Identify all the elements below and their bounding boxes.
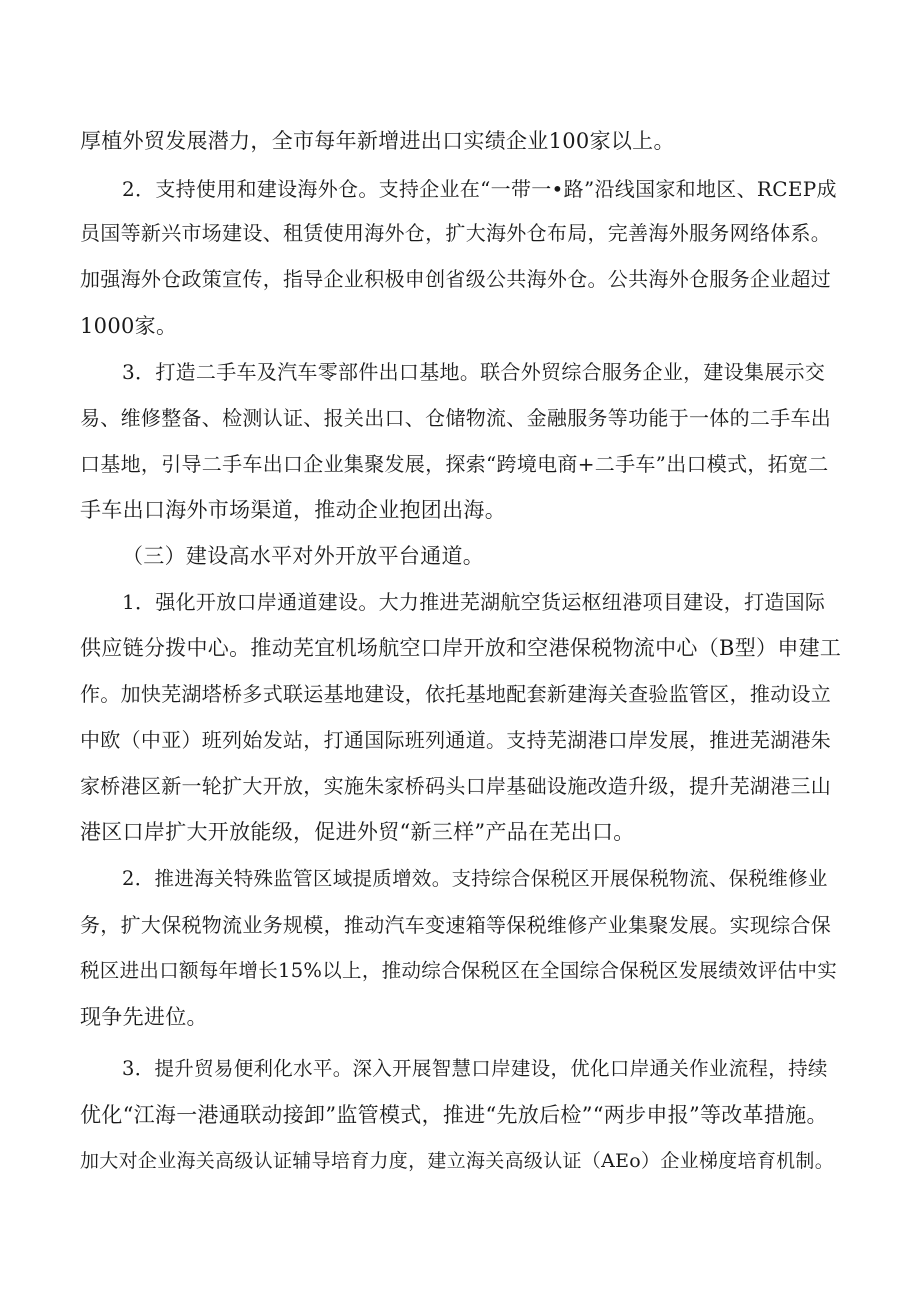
paragraph-line: 加强海外仓政策宣传，指导企业积极申创省级公共海外仓。公共海外仓服务企业超过 [80, 267, 832, 291]
paragraph-line: 家桥港区新一轮扩大开放，实施朱家桥码头口岸基础设施改造升级，提升芜湖港三山 [80, 774, 832, 798]
paragraph-line: 供应链分拨中心。推动芜宜机场航空口岸开放和空港保税物流中心（B型）申建工 [80, 636, 842, 660]
paragraph-line: 口基地，引导二手车出口企业集聚发展，探索“跨境电商+二手车”出口模式，拓宽二 [80, 452, 829, 476]
paragraph-line: 港区口岸扩大开放能级，促进外贸“新三样”产品在芜出口。 [80, 820, 635, 844]
paragraph-line: 1．强化开放口岸通道建设。大力推进芜湖航空货运枢纽港项目建设，打造国际 [122, 590, 826, 614]
paragraph-line: 手车出口海外市场渠道，推动企业抱团出海。 [80, 498, 506, 522]
paragraph-line: 员国等新兴市场建设、租赁使用海外仓，扩大海外仓布局，完善海外服务网络体系。 [80, 221, 832, 245]
paragraph-line: 现争先进位。 [80, 1005, 208, 1029]
paragraph-line: 务，扩大保税物流业务规模，推动汽车变速箱等保税维修产业集聚发展。实现综合保 [80, 913, 832, 937]
section-heading: （三）建设高水平对外开放平台通道。 [122, 544, 485, 568]
paragraph-line: 作。加快芜湖塔桥多式联运基地建设，依托基地配套新建海关查验监管区，推动设立 [80, 682, 832, 706]
paragraph-line: 1000家。 [80, 314, 178, 338]
paragraph-line: 易、维修整备、检测认证、报关出口、仓储物流、金融服务等功能于一体的二手车出 [80, 406, 832, 430]
paragraph-line: 厚植外贸发展潜力，全市每年新增进出口实绩企业100家以上。 [80, 129, 675, 153]
paragraph-line: 加大对企业海关高级认证辅导培育力度，建立海关高级认证（AEo）企业梯度培育机制。 [80, 1150, 835, 1172]
paragraph-line: 2．推进海关特殊监管区域提质增效。支持综合保税区开展保税物流、保税维修业 [122, 867, 828, 890]
paragraph-line: 2．支持使用和建设海外仓。支持企业在“一带一•路”沿线国家和地区、RCEP成 [122, 177, 837, 201]
paragraph-line: 中欧（中亚）班列始发站，打通国际班列通道。支持芜湖港口岸发展，推进芜湖港朱 [80, 728, 832, 752]
paragraph-line: 税区进出口额每年增长15%以上，推动综合保税区在全国综合保税区发展绩效评估中实 [80, 959, 838, 982]
paragraph-line: 3．提升贸易便利化水平。深入开展智慧口岸建设，优化口岸通关作业流程，持续 [122, 1057, 828, 1080]
paragraph-line: 优化“江海一港通联动接卸”监管模式，推进“先放后检”“两步申报”等改革措施。 [80, 1103, 828, 1127]
paragraph-line: 3．打造二手车及汽车零部件出口基地。联合外贸综合服务企业，建设集展示交 [122, 360, 826, 384]
